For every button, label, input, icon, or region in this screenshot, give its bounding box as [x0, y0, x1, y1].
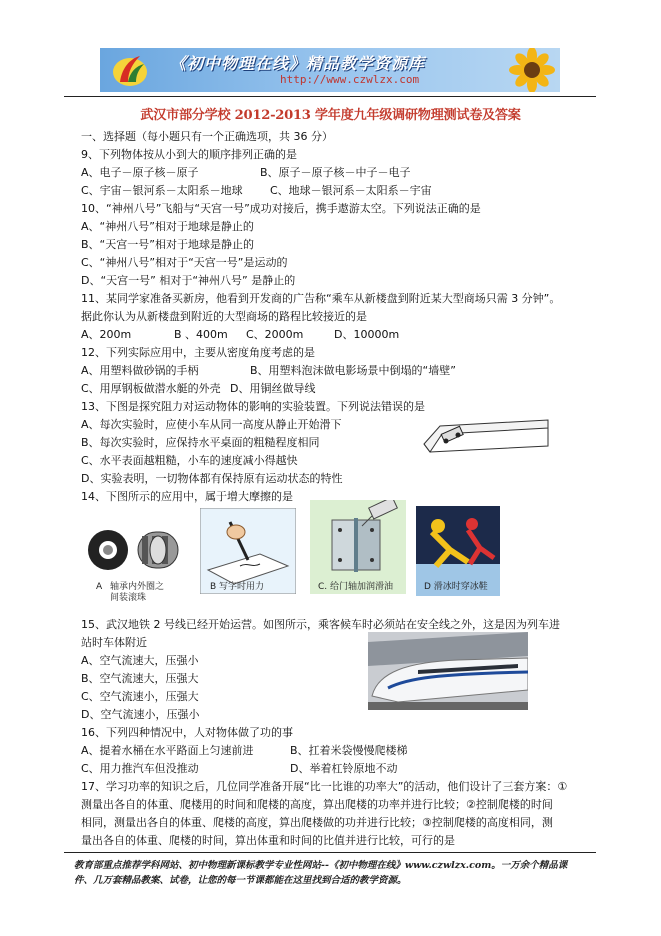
question-9: 9、下列物体按从小到大的顺序排列正确的是 — [81, 148, 297, 161]
question-15-cont: 站时车体附近 — [81, 636, 147, 649]
caption-b: B 写字时用力 — [210, 582, 265, 592]
page-footer — [74, 858, 594, 888]
option-15c: C、空气流速小，压强大 — [81, 690, 199, 703]
option-11b: B 、400m — [174, 328, 228, 341]
option-12a: A、用塑料做砂锅的手柄 — [81, 364, 199, 377]
question-12: 12、下列实际应用中，主要从密度角度考虑的是 — [81, 346, 315, 359]
question-17: 17、学习功率的知识之后，几位同学准备开展“比一比谁的功率大”的活动，他们设计了三套方案：① — [81, 780, 568, 793]
caption-a-line2: 间装滚珠 — [110, 593, 147, 603]
question-13: 13、下图是探究阻力对运动物体的影响的实验装置。下列说法错误的是 — [81, 400, 425, 413]
banner-title: 《初中物理在线》精品教学资源库 — [170, 54, 426, 73]
option-10b: B、“天宫一号”相对于地球是静止的 — [81, 238, 254, 251]
option-9a: A、电子－原子核－原子 — [81, 166, 199, 179]
option-16d: D、举着杠铃原地不动 — [290, 762, 398, 775]
option-15d: D、空气流速小，压强小 — [81, 708, 200, 721]
option-10c: C、“神州八号”相对于“天宫一号”是运动的 — [81, 256, 288, 269]
question-11-cont: 据此你认为从新楼盘到附近的大型商场的路程比较接近的是 — [81, 310, 367, 323]
option-9c: C、宇宙－银河系－太阳系－地球 — [81, 184, 243, 197]
footer-line-2: 件、几万套精品教案、试卷，让您的每一节课都能在这里找到合适的教学资源。 — [74, 875, 407, 886]
train-figure — [368, 632, 528, 710]
option-13c: C、水平表面越粗糙，小车的速度减小得越快 — [81, 454, 298, 467]
caption-c: C. 给门轴加润滑油 — [318, 582, 394, 592]
footer-divider — [64, 852, 596, 853]
bearing-figure — [86, 520, 186, 578]
option-10a: A、“神州八号”相对于地球是静止的 — [81, 220, 254, 233]
option-10d: D、“天宫一号” 相对于“神州八号” 是静止的 — [81, 274, 296, 287]
option-16c: C、用力推汽车但没推动 — [81, 762, 199, 775]
ramp-experiment-figure — [420, 418, 550, 456]
caption-a-letter: A — [96, 582, 103, 592]
header-banner — [100, 48, 560, 92]
question-16: 16、下列四种情况中，人对物体做了功的事 — [81, 726, 293, 739]
option-12d: D、用铜丝做导线 — [230, 382, 316, 395]
option-16a: A、提着水桶在水平路面上匀速前进 — [81, 744, 254, 757]
option-16b: B、扛着米袋慢慢爬楼梯 — [290, 744, 408, 757]
question-17-line3: 相同，测量出各自的体重、爬楼的高度，算出爬楼做的功并进行比较；③控制爬楼的高度相同，测 — [81, 816, 553, 829]
option-12c: C、用厚钢板做潜水艇的外壳 — [81, 382, 221, 395]
question-11: 11、某同学家准备买新房，他看到开发商的广告称“乘车从新楼盘到附近某大型商场只需 3 分钟”。 — [81, 292, 561, 305]
option-11c: C、2000m — [246, 328, 304, 341]
banner-url: http://www.czwlzx.com — [280, 73, 420, 86]
question-10: 10、“神州八号”飞船与“天宫一号”成功对接后，携手遨游太空。下列说法正确的是 — [81, 202, 481, 215]
caption-a-line1: 轴承内外圈之 — [110, 582, 165, 592]
site-logo-icon — [110, 50, 150, 90]
question-15: 15、武汉地铁 2 号线已经开始运营。如图所示，乘客候车时必须站在安全线之外，这是因为列车进 — [81, 618, 560, 631]
door-hinge-figure — [310, 500, 406, 594]
option-9b: B、原子－原子核－中子－电子 — [260, 166, 411, 179]
caption-d: D 滑冰时穿冰鞋 — [424, 582, 488, 592]
option-9d: C、地球－银河系－太阳系－宇宙 — [270, 184, 432, 197]
option-13a: A、每次实验时，应使小车从同一高度从静止开始滑下 — [81, 418, 342, 431]
option-13d: D、实验表明，一切物体都有保持原有运动状态的特性 — [81, 472, 343, 485]
question-14: 14、下图所示的应用中，属于增大摩擦的是 — [81, 490, 293, 503]
option-13b: B、每次实验时，应保持水平桌面的粗糙程度相同 — [81, 436, 320, 449]
section-heading: 一、选择题（每小题只有一个正确选项，共 36 分） — [81, 130, 333, 143]
option-11a: A、200m — [81, 328, 132, 341]
question-17-line4: 量出各自的体重、爬楼的时间，算出体重和时间的比值并进行比较，可行的是 — [81, 834, 455, 847]
option-12b: B、用塑料泡沫做电影场景中倒塌的“墙壁” — [250, 364, 456, 377]
header-divider — [64, 96, 596, 97]
question-17-line2: 测量出各自的体重、爬楼用的时间和爬楼的高度，算出爬楼的功率并进行比较；②控制爬楼的时间 — [81, 798, 553, 811]
option-15a: A、空气流速大，压强小 — [81, 654, 199, 667]
page-title: 武汉市部分学校 2012-2013 学年度九年级调研物理测试卷及答案 — [140, 108, 521, 123]
sunflower-icon — [496, 48, 556, 92]
footer-line-1: 教育部重点推荐学科网站、初中物理新课标教学专业性网站--《初中物理在线》www.czwlzx.com。一万余个精品课 — [74, 860, 568, 871]
option-11d: D、10000m — [334, 328, 400, 341]
option-15b: B、空气流速大，压强大 — [81, 672, 199, 685]
